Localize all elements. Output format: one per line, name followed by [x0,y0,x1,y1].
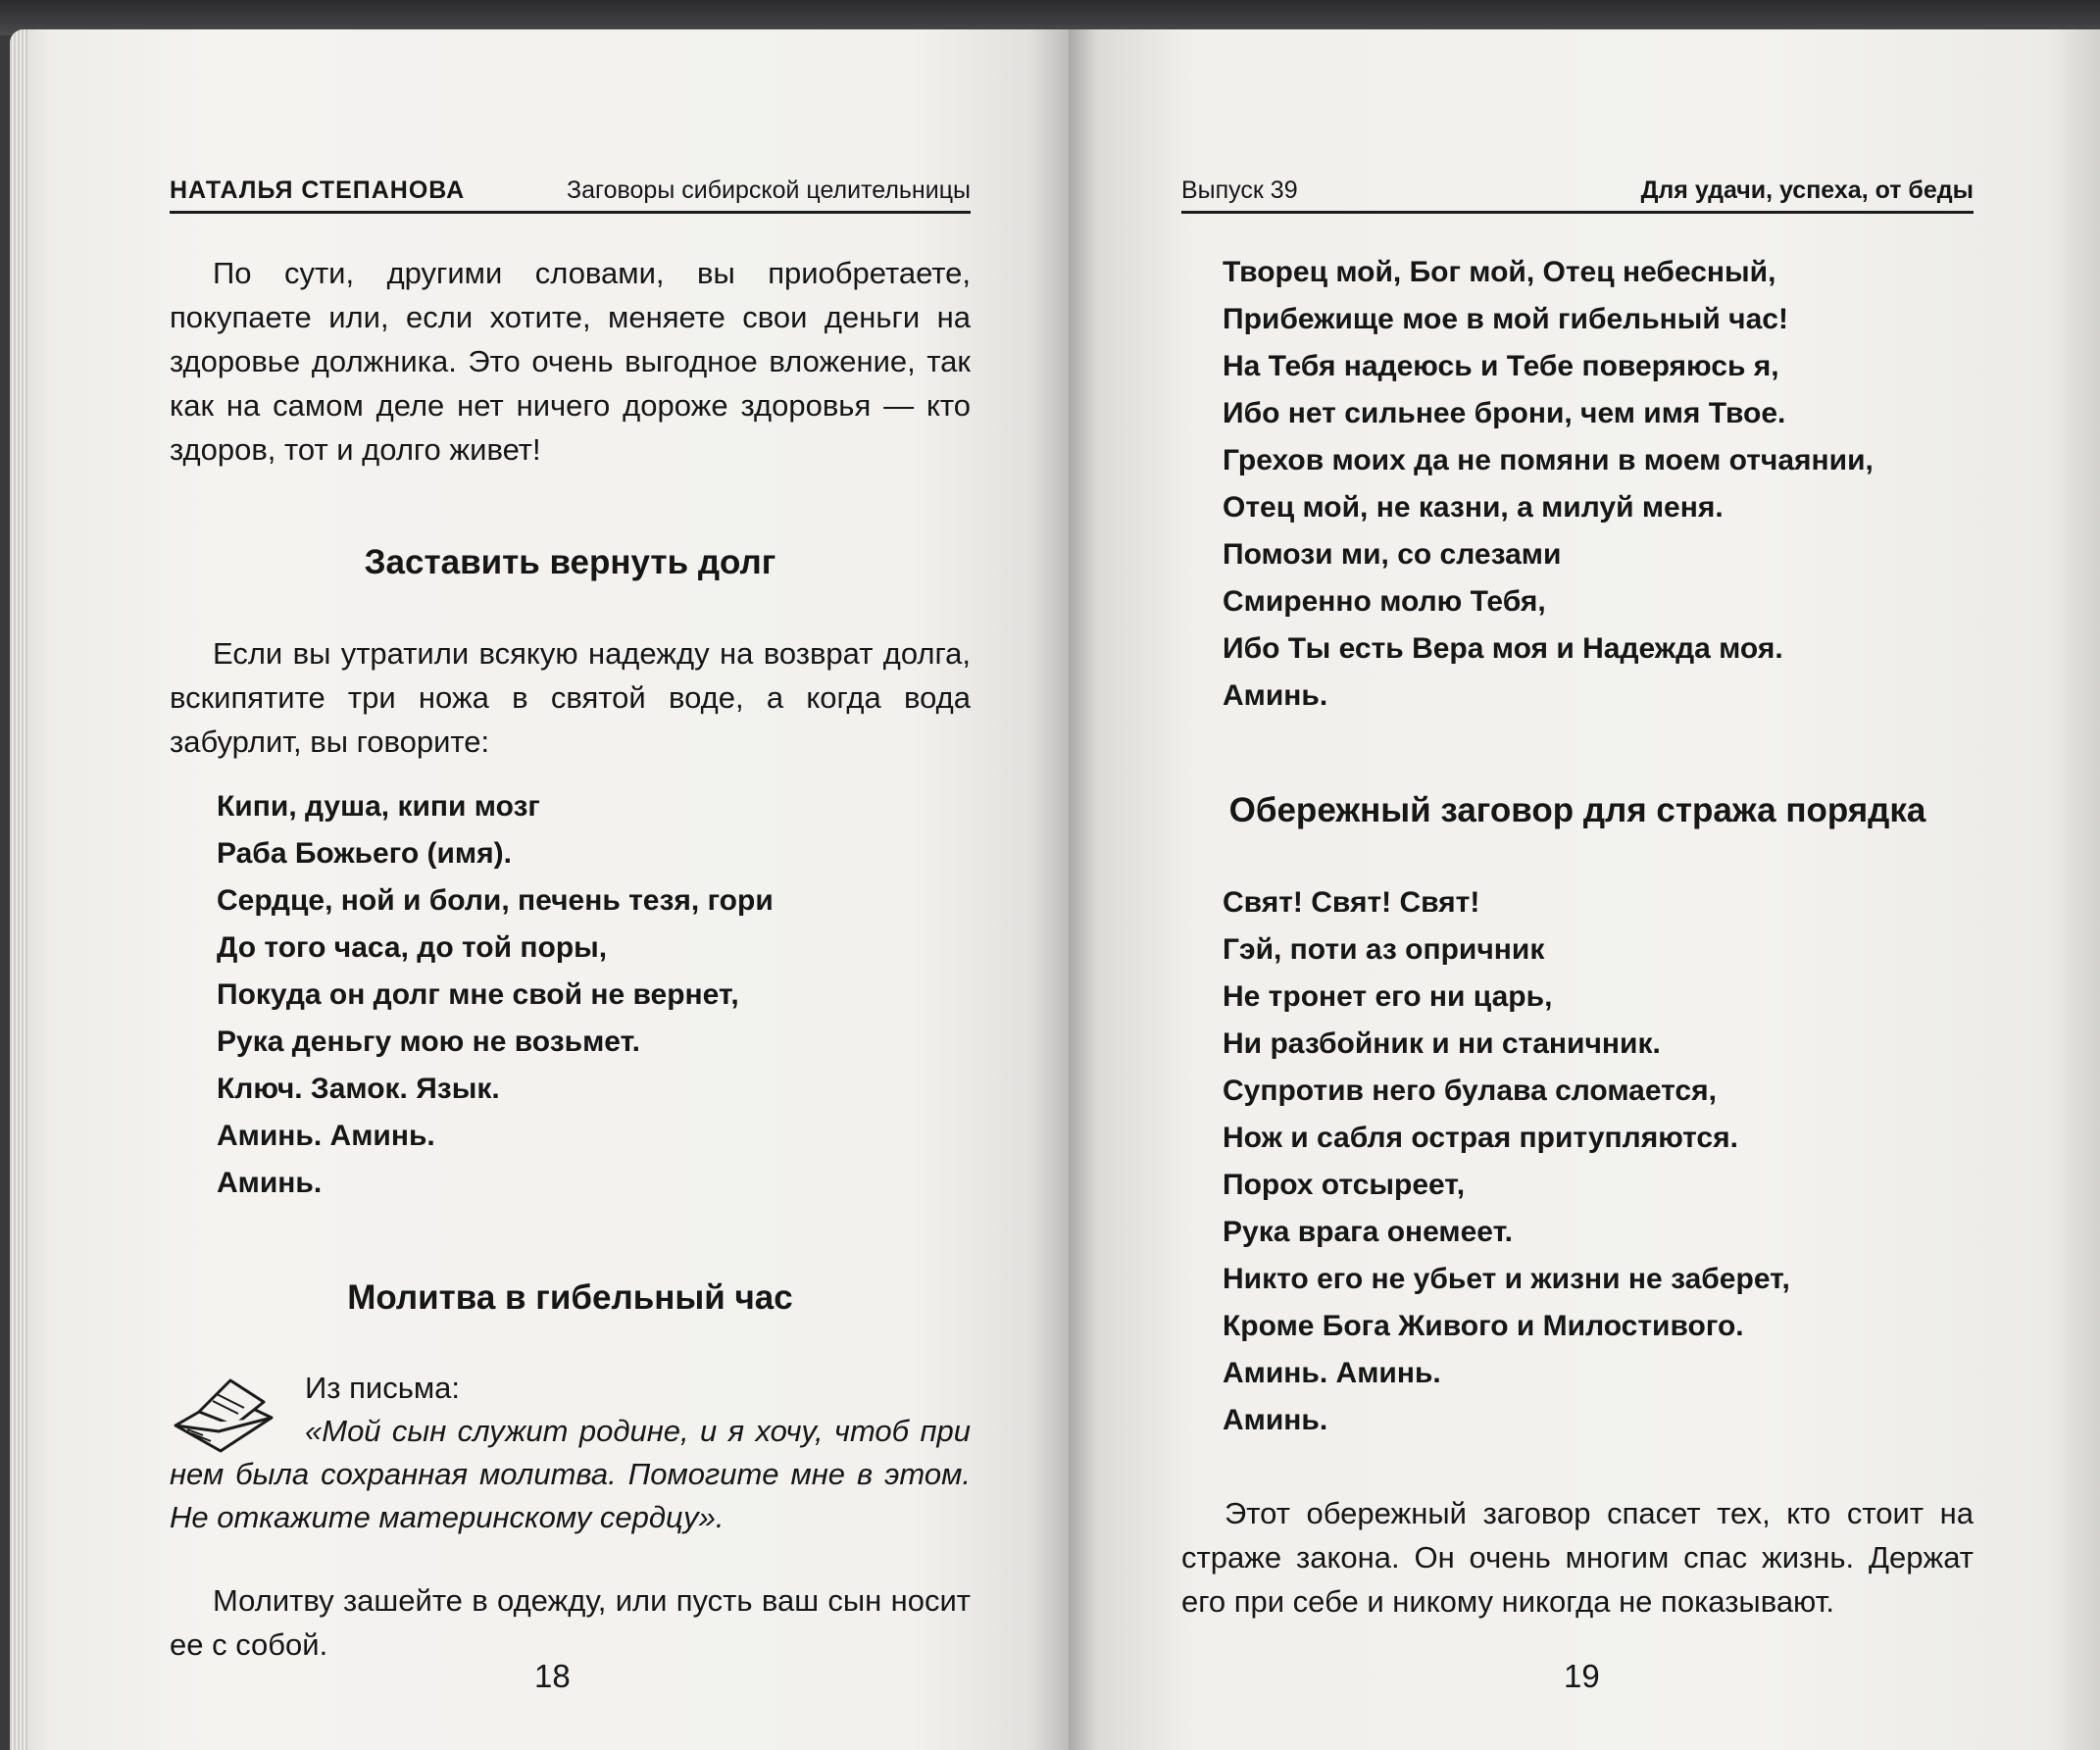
verse-line: Свят! Свят! Свят! [1223,886,1480,919]
verse-line: Смиренно молю Тебя, [1223,585,1546,618]
verse-line: Сердце, ной и боли, печень тезя, гори [217,884,774,917]
right-page-content [1181,249,1974,1624]
verse-line: Рука врага онемеет. [1223,1216,1513,1248]
verse-line: Раба Божьего (имя). [217,837,512,870]
verse-line: Никто его не убьет и жизни не заберет, [1223,1263,1790,1295]
verse-line: Гэй, поти аз опричник [1223,933,1545,966]
page-number-left: 18 [534,1658,571,1694]
debt-verse [170,783,971,1207]
verse-line: Ибо Ты есть Вера моя и Надежда моя. [1223,632,1783,665]
prayer-instruction: Молитву зашейте в одежду, или пусть ваш сын носит ее с собой. [170,1583,971,1662]
header-author: НАТАЛЬЯ СТЕПАНОВА [170,176,466,204]
right-running-header [1181,176,1974,214]
verse-line: На Тебя надеюсь и Тебе поверяюсь я, [1223,350,1779,382]
verse-line: Ибо нет сильнее брони, чем имя Твое. [1223,397,1786,429]
letter-label: Из письма: [305,1371,461,1405]
verse-line: До того часа, до той поры, [217,931,608,964]
verse-line: Аминь. Аминь. [1223,1357,1441,1389]
verse-line: Кипи, душа, кипи мозг [217,790,540,823]
page-number-right: 19 [1564,1658,1600,1694]
left-page-content [170,251,971,1667]
verse-line: Аминь. [217,1167,323,1199]
verse-line: Порох отсыреет, [1223,1169,1466,1201]
envelope-letter-icon [170,1375,277,1463]
letter-quote: «Мой сын служит родине, и я хочу, чтоб при нем была сохранная молитва. Помогите мне в этом. Не откажите материнскому сердцу». [170,1414,971,1534]
verse-line: Помози ми, со слезами [1223,538,1562,571]
verse-line: Рука деньгу мою не возьмет. [217,1025,640,1058]
guard-closing-paragraph: Этот обережный заговор спасет тех, кто стоит на страже закона. Он очень многим спас жизнь. Держат его при себе и никому никогда не показывают. [1181,1496,1974,1619]
right-page [1069,29,2100,1750]
section-title-prayer: Молитва в гибельный час [347,1278,793,1317]
debt-instruction: Если вы утратили всякую надежду на возврат долга, вскипятите три ножа в святой воде, а когда вода забурлит, вы говорите: [170,636,971,759]
verse-line: Ключ. Замок. Язык. [217,1073,500,1105]
verse-line: Нож и сабля острая притупляются. [1223,1122,1738,1154]
header-issue: Выпуск 39 [1181,176,1298,204]
verse-line: Отец мой, не казни, а милуй меня. [1223,491,1724,524]
prayer-verse [1181,249,1974,720]
verse-line: Супротив него булава сломается, [1223,1075,1717,1107]
section-title-guard: Обережный заговор для стража порядка [1228,791,1926,829]
verse-line: Творец мой, Бог мой, Отец небесный, [1223,256,1776,288]
letter-block [170,1367,971,1539]
verse-line: Прибежище мое в мой гибельный час! [1223,303,1788,335]
guard-verse [1181,879,1974,1444]
section-title-debt: Заставить вернуть долг [364,543,776,581]
header-topic: Для удачи, успеха, от беды [1640,176,1974,204]
verse-line: Покуда он долг мне свой не вернет, [217,978,739,1011]
verse-line: Аминь. [1223,1404,1328,1436]
verse-line: Не тронет его ни царь, [1223,980,1553,1013]
verse-line: Ни разбойник и ни станичник. [1223,1027,1661,1060]
left-page [10,29,1069,1750]
header-book-title: Заговоры сибирской целительницы [567,176,971,204]
verse-line: Аминь. [1223,679,1328,712]
intro-paragraph: По сути, другими словами, вы приобретаете, покупаете или, если хотите, меняете свои деньги на здоровье должника. Это очень выгодное вложение, так как на самом деле нет ничего дороже здоровья — кто здоров, тот и долго живет! [170,256,971,467]
left-running-header [170,176,971,214]
verse-line: Грехов моих да не помяни в моем отчаянии, [1223,444,1874,476]
verse-line: Кроме Бога Живого и Милостивого. [1223,1310,1744,1342]
verse-line: Аминь. Аминь. [217,1120,435,1152]
